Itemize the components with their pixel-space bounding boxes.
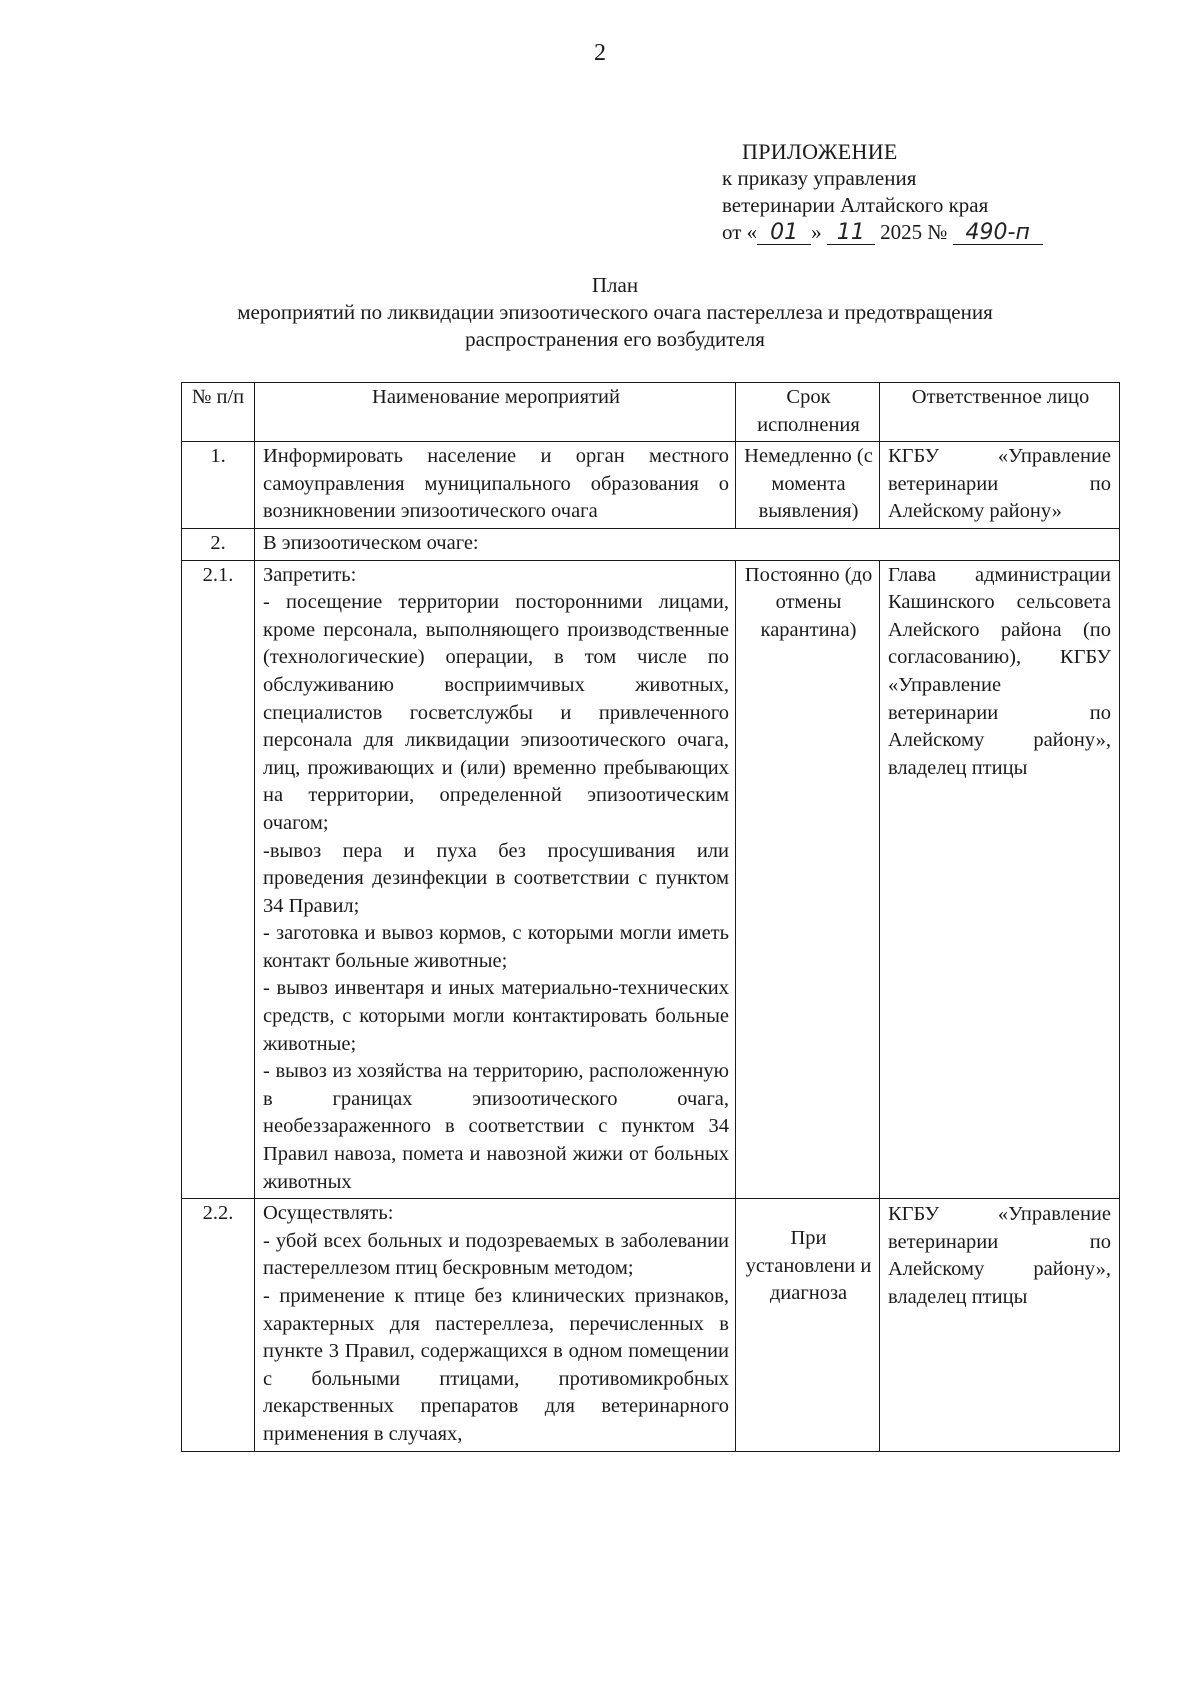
table-row <box>182 1199 1120 1451</box>
plan-title-block <box>180 272 1050 353</box>
row-2-1-measure <box>255 560 736 1199</box>
row-2-2-measure <box>255 1199 736 1451</box>
date-prefix: от « <box>722 220 758 244</box>
appendix-date-line <box>722 219 1082 246</box>
row-2-1-deadline: Постоянно (до отмены карантина) <box>736 560 880 1199</box>
row-2-1-responsible: Глава администрации Кашинского сельсовета Алейского района (по согласованию), КГБУ «Управление ветеринарии по Алейскому району», владелец птицы <box>880 560 1120 1199</box>
row-2-2-measure-line: - убой всех больных и подозреваемых в заболевании пастереллезом птиц бескровным методом; <box>263 1229 729 1280</box>
appendix-line-2: ветеринарии Алтайского края <box>722 193 989 217</box>
header-deadline: Срок исполнения <box>736 383 880 442</box>
row-2-2-measure-line: - применение к птице без клинических признаков, характерных для пастереллеза, перечисленных в пункте 3 Правил, содержащихся в одном помещении с больными птицами, противомикробных лекарственных препаратов для ветеринарного применения в случаях, <box>263 1285 729 1445</box>
header-responsible: Ответственное лицо <box>880 383 1120 442</box>
handwritten-day: 01 <box>757 222 811 245</box>
row-2-1-measure-line: -вывоз пера и пуха без просушивания или проведения дезинфекции в соответствии с пунктом 34 Правил; <box>263 839 729 917</box>
row-1-deadline: Немедленно (с момента выявления) <box>736 442 880 529</box>
plan-subtitle-line-1: мероприятий по ликвидации эпизоотического очага пастереллеза и предотвращения <box>237 300 993 324</box>
header-measure: Наименование мероприятий <box>255 383 736 442</box>
row-2-1-measure-line: - заготовка и вывоз кормов, с которыми могли иметь контакт больные животные; <box>263 922 729 972</box>
header-num: № п/п <box>182 383 255 442</box>
row-2-2-num: 2.2. <box>182 1199 255 1451</box>
appendix-block <box>722 138 1082 246</box>
row-2-1-measure-line: - вывоз из хозяйства на территорию, расположенную в границах эпизоотического очага, необеззараженного в соответствии с пунктом 34 Правил навоза, помета и навозной жижи от больных животных <box>263 1060 729 1193</box>
row-2-measure: В эпизоотическом очаге: <box>255 528 1120 560</box>
row-2-1-measure-line: Запретить: <box>263 563 357 586</box>
date-mid: » <box>811 220 822 244</box>
date-year: 2025 № <box>880 220 948 244</box>
row-2-1-measure-line: - посещение территории посторонними лицами, кроме персонала, выполняющего производственные (технологические) операции, в том числе по обслуживанию восприимчивых животных, специалистов госветслужбы и привлеченного персонала для ликвидации эпизоотического очага, лиц, проживающих и (или) временно пребывающих на территории, определенной эпизоотическим очагом; <box>263 591 729 834</box>
table-row <box>182 528 1120 560</box>
table-row <box>182 560 1120 1199</box>
row-2-1-measure-line: - вывоз инвентаря и иных материально-технических средств, с которыми могли контактировать больные животные; <box>263 977 729 1055</box>
appendix-heading: ПРИЛОЖЕНИЕ <box>742 139 898 164</box>
row-2-num: 2. <box>182 528 255 560</box>
row-1-measure: Информировать население и орган местного самоуправления муниципального образования о возникновении эпизоотического очага <box>255 442 736 529</box>
row-2-2-deadline: При установлени и диагноза <box>736 1199 880 1451</box>
plan-title: План <box>591 273 639 297</box>
row-2-1-num: 2.1. <box>182 560 255 1199</box>
table-header-row <box>182 383 1120 442</box>
row-2-2-measure-line: Осуществлять: <box>263 1202 394 1225</box>
appendix-line-1: к приказу управления <box>722 166 917 190</box>
page-number: 2 <box>594 40 606 66</box>
row-1-num: 1. <box>182 442 255 529</box>
handwritten-month: 11 <box>827 222 875 245</box>
handwritten-order-number: 490-п <box>953 222 1043 245</box>
row-1-responsible: КГБУ «Управление ветеринарии по Алейскому району» <box>880 442 1120 529</box>
plan-table <box>181 382 1120 1452</box>
row-2-2-responsible: КГБУ «Управление ветеринарии по Алейскому району», владелец птицы <box>880 1199 1120 1451</box>
table-row <box>182 442 1120 529</box>
plan-subtitle-line-2: распространения его возбудителя <box>465 327 765 351</box>
